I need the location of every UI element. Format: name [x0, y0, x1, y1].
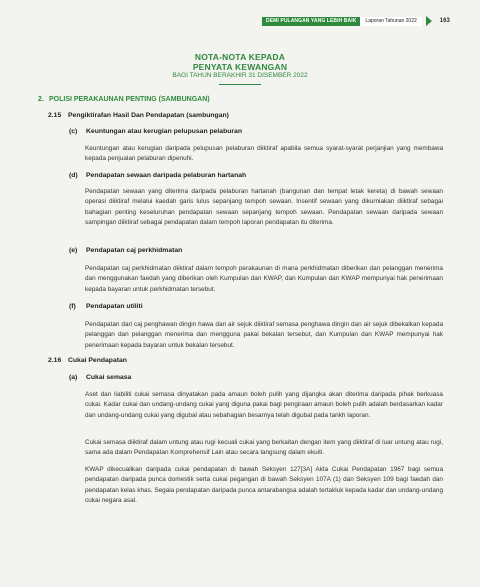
page-number: 163 [439, 18, 450, 24]
subsection-label: Cukai Pendapatan [68, 357, 127, 364]
header-report-title: Laporan Tahunan 2022 [360, 17, 421, 26]
subsection-heading-2-16 [48, 357, 127, 364]
paragraph-a-1: Aset dan liabiliti cukai semasa dinyatakan pada amaun boleh pulih yang dijangka akan diterima daripada pihak berkuasa cukai. Kadar cukai dan undang-undang cukai yang diguna pakai bagi pengiraan amaun boleh pulih adalah berdasarkan kadar dan undang-undang cukai yang digubal atau sebahagian besarnya telah digubal pada tarikh laporan. [85, 391, 443, 419]
item-label: Pendapatan sewaan daripada pelaburan hartanah [86, 172, 247, 179]
section-number: 2. [38, 96, 44, 103]
paragraph-a-2: Cukai semasa diiktiraf dalam untung atau rugi kecuali cukai yang berkaitan dengan item yang diiktiraf di luar untung atau rugi, sama ada dalam Pendapatan Komprehensif Lain atau secara langsung dalam ekuiti. [85, 439, 443, 457]
running-header [262, 15, 450, 27]
paragraph-e-1: Pendapatan caj perkhidmatan diiktiraf dalam tempoh perakaunan di mana perkhidmatan diberikan dan pelanggan menerima dan menggunakan faedah yang diberikan oleh Kumpulan dan KWAP, dan Kumpulan dan KWAP mempunyai hak penerimaan kepada bayaran untuk perkhidmatan tersebut. [85, 265, 443, 293]
subsection-number: 2.16 [48, 357, 62, 364]
section-heading [38, 96, 210, 103]
paragraph-c-1: Keuntungan atau kerugian daripada pelupusan pelaburan diiktiraf apabila semua syarat-syarat perjanjian yang membawa kepada penjualan pelaburan dipenuhi. [85, 145, 443, 163]
paragraph-d-1: Pendapatan sewaan yang diterima daripada pelaburan hartanah (bangunan dan tempat letak kereta) di bawah sewaan operasi diiktiraf melalui kaedah garis lulus sepanjang tempoh sewaan. Insentif sewaan yang dikurniakan diiktiraf sebagai bahagian penting keseluruhan pendapatan sewaan sepanjang tempoh sewaan. Pendapatan sewaan daripada sewaan sampingan diiktiraf sebagai pendapatan dalam tempoh laporan pendapatan itu diterima. [85, 188, 443, 226]
item-label: Cukai semasa [86, 374, 132, 381]
subsection-label: Pengiktirafan Hasil Dan Pendapatan (sambungan) [68, 112, 229, 119]
section-label: POLISI PERAKAUNAN PENTING (SAMBUNGAN) [49, 96, 210, 103]
page-title-line1: NOTA-NOTA KEPADA [194, 52, 286, 62]
paragraph-f-1: Pendapatan dari caj penghawan dingin hawa dan air sejuk diiktiraf semasa penghawa dingin dan air sejuk dibekalkan kepada pelanggan dan pelanggan menerima dan mengguna pakai bekalan tersebut, dan Kumpulan dan KWAP mempunyai hak penerimaan kepada bayaran untuk bekalan tersebut. [85, 321, 443, 349]
item-number: (d) [69, 172, 78, 179]
item-label: Keuntungan atau kerugian pelupusan pelaburan [86, 128, 242, 135]
item-heading-c [69, 128, 242, 135]
item-number: (e) [69, 247, 78, 254]
item-heading-e [69, 247, 182, 254]
item-label: Pendapatan utiliti [86, 303, 143, 310]
item-number: (c) [69, 128, 78, 135]
subsection-heading-2-15 [48, 112, 229, 119]
paragraph-a-3: KWAP dikecualikan daripada cukai pendapatan di bawah Seksyen 127[3A] Akta Cukai Pendapatan 1967 bagi semua pendapatan daripada punca domestik serta cukai pegangan di bawah Seksyen 107A (1) dan Seksyen 109 bagi faedah dan pendapatan kelas khas. Segala pendapatan daripada punca antarabangsa adalah tertakluk kepada kadar dan undang-undang cukai negara asal. [85, 466, 443, 504]
item-heading-d [69, 172, 246, 179]
chevron-right-icon [426, 16, 432, 26]
page-subtitle: BAGI TAHUN BERAKHIR 31 DISEMBER 2022 [172, 72, 308, 79]
page-title-line2: PENYATA KEWANGAN [192, 62, 288, 72]
title-divider [219, 84, 261, 85]
item-number: (f) [69, 303, 76, 310]
header-tagline: DEMI PULANGAN YANG LEBIH BAIK [262, 17, 360, 26]
item-heading-f [69, 303, 143, 310]
item-heading-a [69, 374, 131, 381]
item-number: (a) [69, 374, 78, 381]
subsection-number: 2.15 [48, 112, 62, 119]
item-label: Pendapatan caj perkhidmatan [86, 247, 183, 254]
